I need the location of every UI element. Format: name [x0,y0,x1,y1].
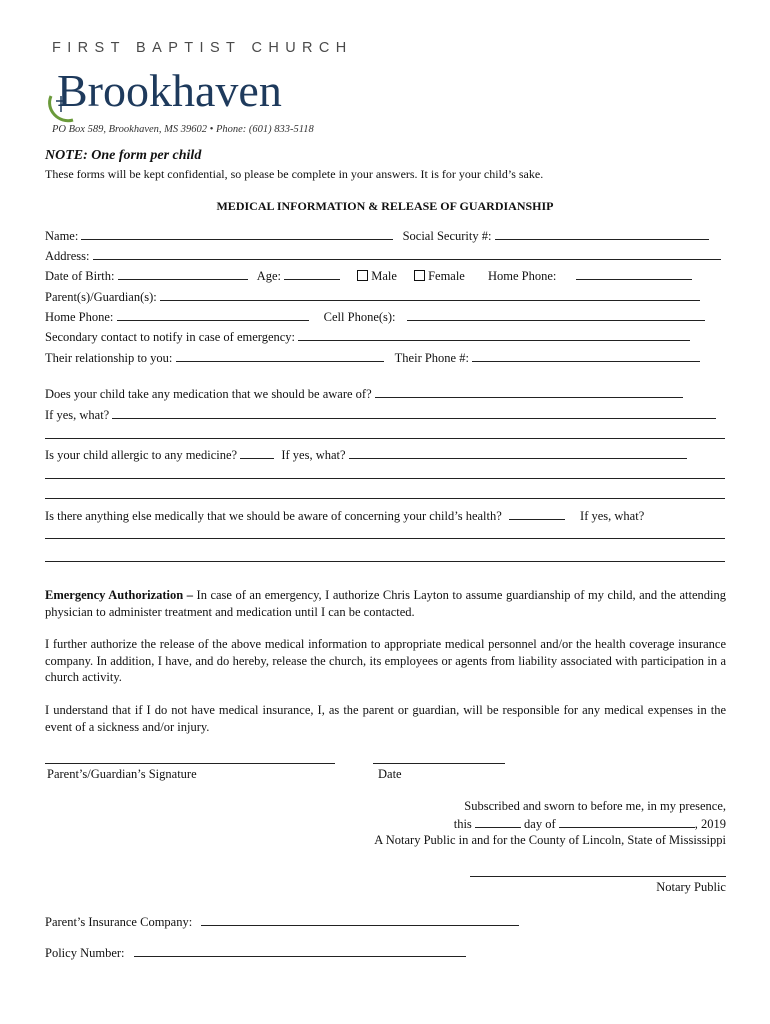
age-field[interactable] [284,268,340,280]
name-row [45,228,726,244]
relationship-row [45,350,726,366]
address-field[interactable] [93,248,721,260]
home-phone-field[interactable] [576,268,692,280]
phones-row [45,309,726,325]
medication-what-row [45,407,726,423]
notary-day-field[interactable] [475,816,521,828]
relationship-field[interactable] [176,350,384,362]
medication-extra-line[interactable] [45,438,725,439]
allergy-row [45,447,726,463]
secondary-contact-row [45,329,726,345]
secondary-contact-label: Secondary contact to notify in case of emergency: [45,330,296,344]
name-field[interactable] [81,228,393,240]
female-option[interactable] [414,269,465,283]
medication-field[interactable] [375,386,683,398]
anything-else-extra-line-1[interactable] [45,538,725,539]
dob-row [45,268,726,284]
home-phone-2-field[interactable] [117,309,309,321]
relationship-label: Their relationship to you: [45,351,173,365]
medication-what-label: If yes, what? [45,408,110,422]
allergy-yes-no-field[interactable] [240,447,274,459]
anything-else-question: Is there anything else medically that we should be aware of concerning your child’s health? [45,509,502,523]
notary-month-field[interactable] [559,816,695,828]
age-label: Age: [256,269,281,283]
address-row [45,248,726,264]
anything-else-extra-line-2[interactable] [45,561,725,562]
anything-else-what-label: If yes, what? [580,509,645,523]
notary-line-3: A Notary Public in and for the County of Lincoln, State of Mississippi [374,833,726,847]
parent-signature-label: Parent’s/Guardian’s Signature [47,767,197,781]
notary-line-2 [454,816,726,832]
their-phone-field[interactable] [472,350,700,362]
date-label: Date [378,767,402,781]
church-address: PO Box 589, Brookhaven, MS 39602 • Phone: (601) 833-5118 [52,124,314,135]
allergy-question: Is your child allergic to any medicine? [45,448,238,462]
policy-number-row [45,945,726,961]
home-phone-2-label: Home Phone: [45,310,114,324]
dob-field[interactable] [118,268,248,280]
policy-number-field[interactable] [134,945,466,957]
female-checkbox[interactable] [414,270,425,281]
authorization-text: In case of an emergency, I authorize Chris Layton to assume guardianship of my child, and the attending physician to administer treatment and medication until I can be contacted. [45,588,726,619]
church-name-line: FIRST BAPTIST CHURCH [52,40,353,56]
release-paragraph: I further authorize the release of the above medical information to appropriate medical personnel and/or the health coverage insurance company. In addition, I have, and do hereby, release the church, its employees or agents from liability associated with participation in a church activity. [45,637,726,684]
anything-else-row [45,508,726,524]
cell-phone-field[interactable] [407,309,705,321]
ssn-label: Social Security #: [402,229,492,243]
insurance-company-row [45,914,726,930]
notary-public-label: Notary Public [656,880,726,894]
policy-number-label: Policy Number: [45,946,125,960]
notary-year: , 2019 [694,817,726,831]
home-phone-label: Home Phone: [487,269,557,283]
authorization-paragraph [45,587,726,620]
responsibility-paragraph: I understand that if I do not have medical insurance, I, as the parent or guardian, will be responsible for any medical expenses in the event of a sickness and/or injury. [45,703,726,734]
dob-label: Date of Birth: [45,269,115,283]
notary-day-of: day of [524,817,556,831]
note-text: These forms will be kept confidential, so please be complete in your answers. It is for your child’s sake. [45,167,544,181]
allergy-what-label: If yes, what? [281,448,346,462]
church-logo [47,48,347,128]
medication-row [45,386,726,402]
insurance-company-field[interactable] [201,914,519,926]
notary-line-1: Subscribed and sworn to before me, in my presence, [464,799,726,813]
allergy-what-field[interactable] [349,447,687,459]
allergy-extra-line-1[interactable] [45,478,725,479]
notary-this: this [453,817,472,831]
parents-field[interactable] [160,289,700,301]
medication-what-field[interactable] [112,407,716,419]
date-line[interactable] [373,763,505,764]
logo-graphic [47,48,347,124]
parents-label: Parent(s)/Guardian(s): [45,290,157,304]
note-title: NOTE: One form per child [45,148,202,163]
insurance-company-label: Parent’s Insurance Company: [45,915,193,929]
name-label: Name: [45,229,79,243]
allergy-extra-line-2[interactable] [45,498,725,499]
parent-signature-line[interactable] [45,763,335,764]
female-label: Female [428,269,465,283]
cell-phone-label: Cell Phone(s): [323,310,396,324]
male-option[interactable] [357,269,397,283]
authorization-heading: Emergency Authorization – [45,588,193,602]
medication-question: Does your child take any medication that we should be aware of? [45,387,372,401]
address-label: Address: [45,249,90,263]
their-phone-label: Their Phone #: [394,351,469,365]
anything-else-field[interactable] [509,508,565,520]
ssn-field[interactable] [495,228,709,240]
male-checkbox[interactable] [357,270,368,281]
parents-row [45,289,726,305]
male-label: Male [371,269,397,283]
secondary-contact-field[interactable] [298,329,690,341]
notary-signature-line[interactable] [470,876,726,877]
section-title: MEDICAL INFORMATION & RELEASE OF GUARDIANSHIP [216,199,554,213]
logo-wordmark: Brookhaven [57,65,282,116]
